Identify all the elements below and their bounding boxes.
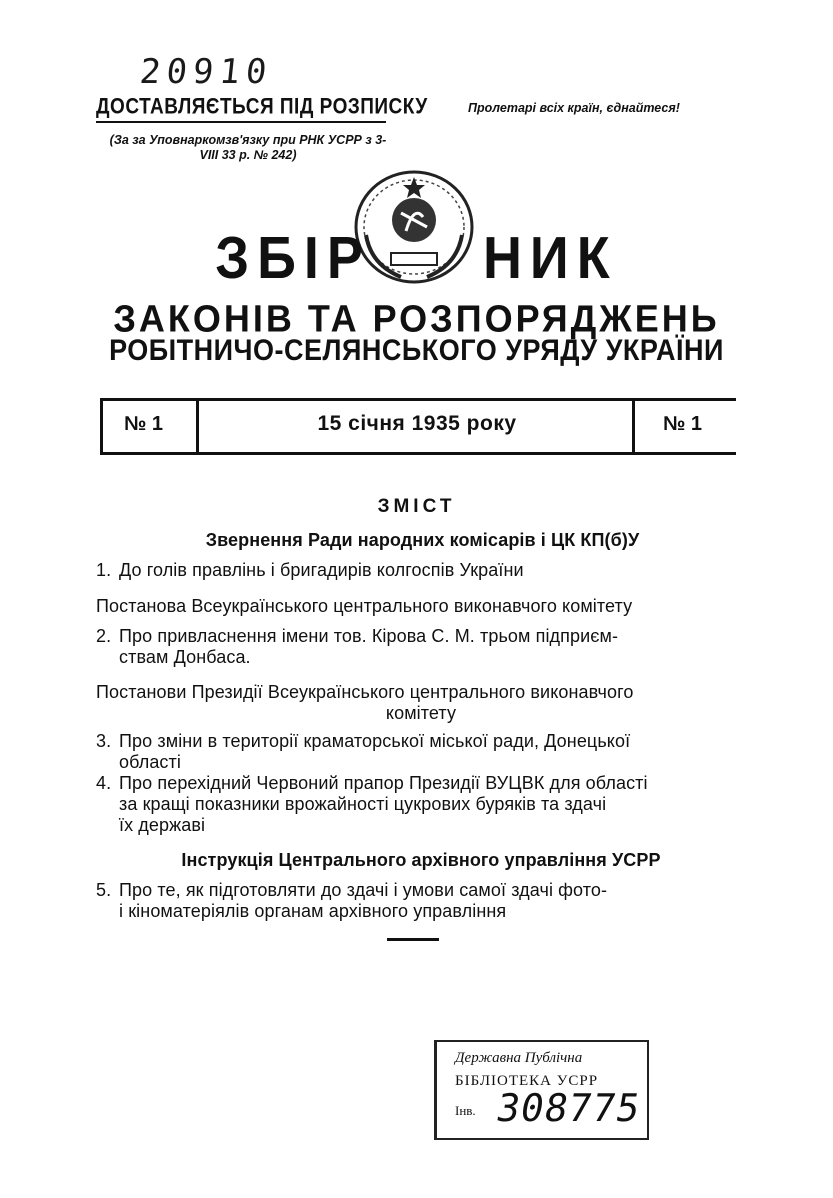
masthead-subtitle-2: РОБІТНИЧО-СЕЛЯНСЬКОГО УРЯДУ УКРАЇНИ — [109, 333, 724, 367]
contents-item-text: і кіноматеріялів органам архівного управління — [119, 901, 507, 921]
masthead-title-left: ЗБІР — [215, 225, 371, 291]
stamp-inventory-number: 308775 — [493, 1086, 645, 1130]
decree-note: (За за Уповнаркомзв'язку при РНК УСРР з 3-VIII 33 р. № 242) — [109, 133, 387, 162]
masthead-title-right: НИК — [482, 225, 618, 291]
section-title: Постанова Всеукраїнського центрального виконавчого комітету — [96, 596, 633, 616]
contents-item-text: Про зміни в території краматорської міської ради, Донецької — [119, 731, 631, 751]
stamp-line-2: БІБЛІОТЕКА УСРР — [455, 1073, 599, 1089]
contents-item-text: До голів правлінь і бригадирів колгоспів України — [119, 560, 524, 580]
masthead-title — [0, 225, 833, 291]
contents-item-text: за кращі показники врожайності цукрових буряків та здачі — [119, 794, 607, 814]
motto: Пролетарі всіх країн, єднайтеся! — [468, 101, 680, 115]
contents-item-num: 2. — [96, 626, 112, 646]
contents-item-num: 1. — [96, 560, 112, 580]
end-divider — [387, 938, 439, 941]
issue-number-left: № 1 — [124, 413, 163, 435]
contents-item-text: області — [119, 752, 181, 772]
contents-item-num: 5. — [96, 880, 112, 900]
issue-bar-divider — [100, 398, 103, 455]
receipt-underline — [96, 121, 386, 123]
stamp-line-1: Державна Публічна — [455, 1050, 583, 1066]
contents-heading: ЗМІСТ — [377, 496, 456, 517]
contents-item-num: 3. — [96, 731, 112, 751]
contents-item-text: Про перехідний Червоний прапор Президії ВУЦВК для області — [119, 773, 648, 793]
contents-item-text: ствам Донбаса. — [119, 647, 251, 667]
masthead-subtitle-1: ЗАКОНІВ ТА РОЗПОРЯДЖЕНЬ — [113, 296, 720, 340]
issue-bar-divider — [196, 398, 199, 455]
contents-item-text: Про те, як підготовляти до здачі і умови самої здачі фото- — [119, 880, 608, 900]
issue-date: 15 січня 1935 року — [317, 412, 517, 435]
section-title: комітету — [385, 703, 457, 723]
stamp-line-3: Інв. — [455, 1103, 476, 1118]
receipt-notice: ДОСТАВЛЯЄТЬСЯ ПІД РОЗПИСКУ — [96, 95, 428, 120]
section-title: Постанови Президії Всеукраїнського центрального виконавчого — [96, 682, 634, 702]
section-title: Звернення Ради народних комісарів і ЦК КП(б)У — [205, 530, 640, 550]
handwritten-archive-number: 20910 — [137, 52, 275, 92]
issue-number-right: № 1 — [663, 413, 702, 435]
contents-item-text: їх державі — [119, 815, 206, 835]
section-title: Інструкція Центрального архівного управління УСРР — [181, 850, 661, 870]
contents-item-num: 4. — [96, 773, 112, 793]
contents-item-text: Про привласнення імени тов. Кірова С. М. трьом підприєм- — [119, 626, 619, 646]
